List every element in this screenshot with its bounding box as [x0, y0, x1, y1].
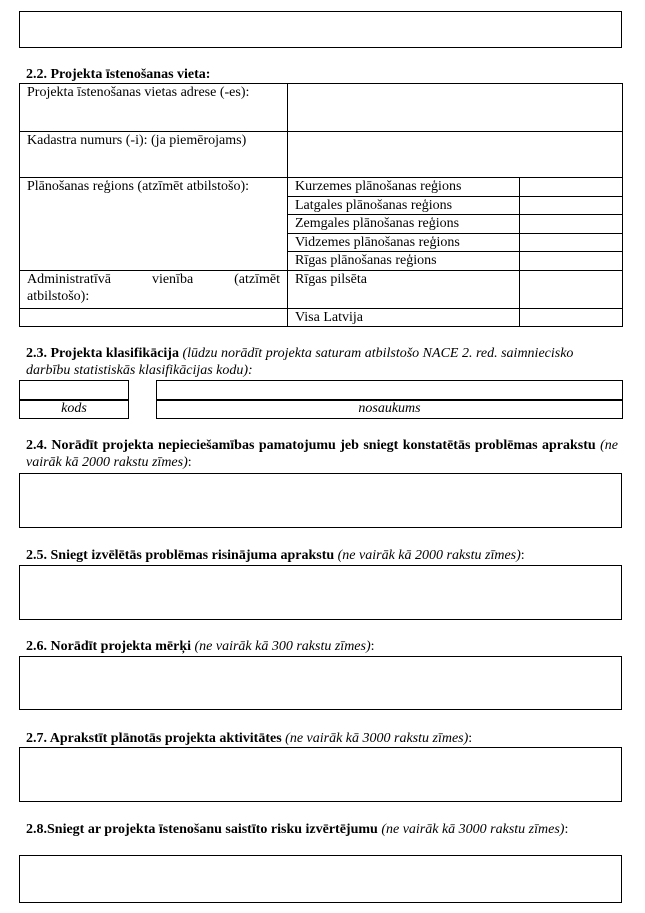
section-2-4-heading: 2.4. Norādīt projekta nepieciešamības pamatojumu jeb sniegt konstatētās problēmas aprakstu (ne vairāk kā 2000 rakstu zīmes):	[26, 438, 618, 470]
region-checkbox[interactable]	[520, 178, 623, 197]
region-checkbox[interactable]	[520, 215, 623, 234]
location-table	[19, 83, 623, 327]
nace-code-label: kods	[19, 399, 129, 419]
admin-unit-empty	[20, 308, 288, 326]
section-2-5-heading: 2.5. Sniegt izvēlētās problēmas risinājuma aprakstu (ne vairāk kā 2000 rakstu zīmes):	[26, 548, 525, 563]
previous-section-input[interactable]	[19, 11, 622, 48]
justification-input[interactable]	[19, 473, 622, 528]
region-checkbox[interactable]	[520, 233, 623, 252]
region-checkbox[interactable]	[520, 196, 623, 215]
section-2-6-heading: 2.6. Norādīt projekta mērķi (ne vairāk kā 300 rakstu zīmes):	[26, 639, 375, 654]
section-2-7-heading: 2.7. Aprakstīt plānotās projekta aktivitātes (ne vairāk kā 3000 rakstu zīmes):	[26, 731, 473, 746]
cadastre-input[interactable]	[288, 132, 623, 178]
risk-assessment-input[interactable]	[19, 855, 622, 903]
region-option: Vidzemes plānošanas reģions	[288, 233, 520, 252]
activities-input[interactable]	[19, 747, 622, 802]
region-option: Latgales plānošanas reģions	[288, 196, 520, 215]
admin-unit-checkbox[interactable]	[520, 270, 623, 308]
admin-unit-checkbox[interactable]	[520, 308, 623, 326]
goals-input[interactable]	[19, 656, 622, 710]
nace-code-input[interactable]	[19, 380, 129, 401]
nace-name-label: nosaukums	[156, 399, 623, 419]
cadastre-label: Kadastra numurs (-i): (ja piemērojams)	[20, 132, 288, 178]
admin-unit-option: Visa Latvija	[288, 308, 520, 326]
section-2-8-heading: 2.8.Sniegt ar projekta īstenošanu saistīto risku izvērtējumu (ne vairāk kā 3000 rakstu zīmes):	[26, 822, 569, 837]
admin-unit-option: Rīgas pilsēta	[288, 270, 520, 308]
nace-name-input[interactable]	[156, 380, 623, 401]
region-label: Plānošanas reģions (atzīmēt atbilstošo):	[20, 178, 288, 271]
region-option: Kurzemes plānošanas reģions	[288, 178, 520, 197]
admin-unit-label: Administratīvā vienība (atzīmēt atbilstošo):	[20, 270, 288, 308]
address-label: Projekta īstenošanas vietas adrese (-es):	[20, 84, 288, 132]
address-input[interactable]	[288, 84, 623, 132]
region-option: Zemgales plānošanas reģions	[288, 215, 520, 234]
region-option: Rīgas plānošanas reģions	[288, 252, 520, 271]
section-2-3-heading: 2.3. Projekta klasifikācija (lūdzu norādīt projekta saturam atbilstošo NACE 2. red. saimniecisko darbību statistiskās klasifikācijas kodu):	[26, 346, 574, 378]
section-2-2-heading: 2.2. Projekta īstenošanas vieta:	[26, 67, 211, 82]
solution-input[interactable]	[19, 565, 622, 620]
region-checkbox[interactable]	[520, 252, 623, 271]
